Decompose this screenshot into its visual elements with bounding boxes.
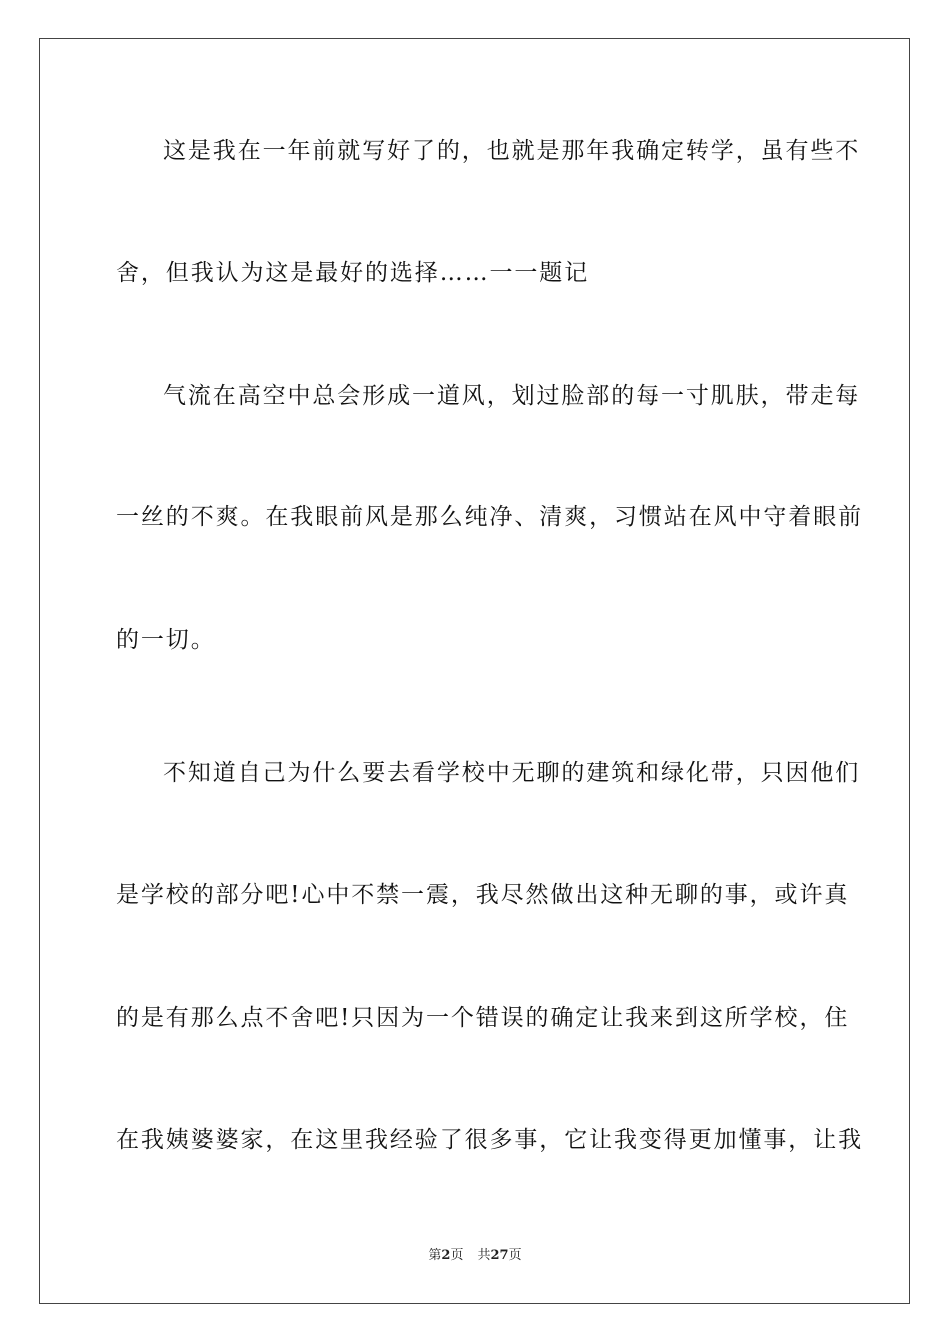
paragraph-3-line-1: 不知道自己为什么要去看学校中无聊的建筑和绿化带，只因他们 <box>163 760 861 786</box>
page-prefix: 第 <box>428 1248 442 1263</box>
page-suffix: 页 <box>450 1248 464 1263</box>
paragraph-3-line-4: 在我姨婆婆家，在这里我经验了很多事，它让我变得更加懂事，让我 <box>116 1127 863 1153</box>
page-border <box>39 38 910 1304</box>
total-pages-indicator <box>477 1248 521 1263</box>
total-pages: 27 <box>490 1248 509 1263</box>
paragraph-1-line-2: 舍，但我认为这是最好的选择……一一题记 <box>116 260 590 286</box>
paragraph-2-line-3: 的一切。 <box>116 627 216 653</box>
page-number: 2 <box>441 1248 451 1263</box>
paragraph-1-line-1: 这是我在一年前就写好了的，也就是那年我确定转学，虽有些不 <box>163 138 861 164</box>
total-prefix: 共 <box>477 1248 491 1263</box>
paragraph-3-line-3: 的是有那么点不舍吧!只因为一个错误的确定让我来到这所学校，住 <box>116 1005 850 1031</box>
page-indicator <box>428 1248 463 1263</box>
paragraph-2-line-2: 一丝的不爽。在我眼前风是那么纯净、清爽，习惯站在风中守着眼前 <box>116 504 863 530</box>
page-footer <box>0 1247 950 1265</box>
paragraph-3-line-2: 是学校的部分吧!心中不禁一震，我尽然做出这种无聊的事，或许真 <box>116 882 850 908</box>
total-suffix: 页 <box>508 1248 522 1263</box>
paragraph-2-line-1: 气流在高空中总会形成一道风，划过脸部的每一寸肌肤，带走每 <box>163 383 861 409</box>
